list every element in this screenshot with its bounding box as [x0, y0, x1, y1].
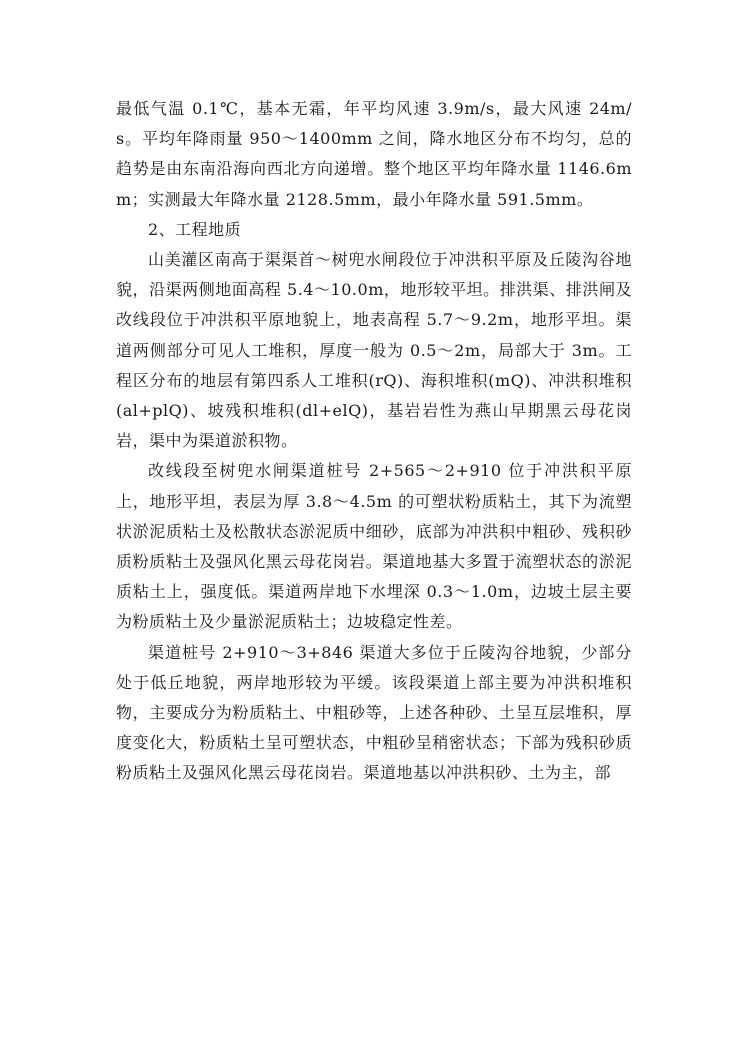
paragraph-geology-overview: 山美灌区南高于渠渠首～树兜水闸段位于冲洪积平原及丘陵沟谷地貌，沿渠两侧地面高程 5.4～10.0m，地形较平坦。排洪渠、排洪闸及改线段位于冲洪积平原地貌上，地表高程 5.7～9.2m，地形平坦。渠道两侧部分可见人工堆积，厚度一般为 0.5～2m，局部大于 3m。工程区分布的地层有第四系人工堆积(rQ)、海积堆积(mQ)、冲洪积堆积(al+plQ)、坡残积堆积(dl+elQ)，基岩岩性为燕山早期黑云母花岗岩，渠中为渠道淤积物。	[116, 250, 632, 451]
paragraph-climate: 最低气温 0.1℃，基本无霜，年平均风速 3.9m/s，最大风速 24m/s。平均年降雨量 950～1400mm 之间，降水地区分布不均匀，总的趋势是由东南沿海向西北方向递增。整个地区平均年降水量 1146.6mm；实测最大年降水量 2128.5mm，最小年降水量 591.5mm。	[116, 99, 632, 209]
section-heading-engineering-geology: 2、工程地质	[148, 219, 242, 239]
paragraph-canal-section: 渠道桩号 2+910～3+846 渠道大多位于丘陵沟谷地貌，少部分处于低丘地貌，两岸地形较为平缓。该段渠道上部主要为冲洪积堆积物，主要成分为粉质粘土、中粗砂等，上述各种砂、土呈互层堆积，厚度变化大，粉质粘土呈可塑状态，中粗砂呈稍密状态；下部为残积砂质粉质粘土及强风化黑云母花岗岩。渠道地基以冲洪积砂、土为主，部	[116, 642, 632, 783]
paragraph-realignment-section: 改线段至树兜水闸渠道桩号 2+565～2+910 位于冲洪积平原上，地形平坦，表层为厚 3.8～4.5m 的可塑状粉质粘土，其下为流塑状淤泥质粘土及松散状态淤泥质中细砂，底部为冲洪积中粗砂、残积砂质粉质粘土及强风化黑云母花岗岩。渠道地基大多置于流塑状态的淤泥质粘土上，强度低。渠道两岸地下水埋深 0.3～1.0m，边坡土层主要为粉质粘土及少量淤泥质粘土；边坡稳定性差。	[116, 461, 632, 632]
document-body	[116, 94, 632, 789]
